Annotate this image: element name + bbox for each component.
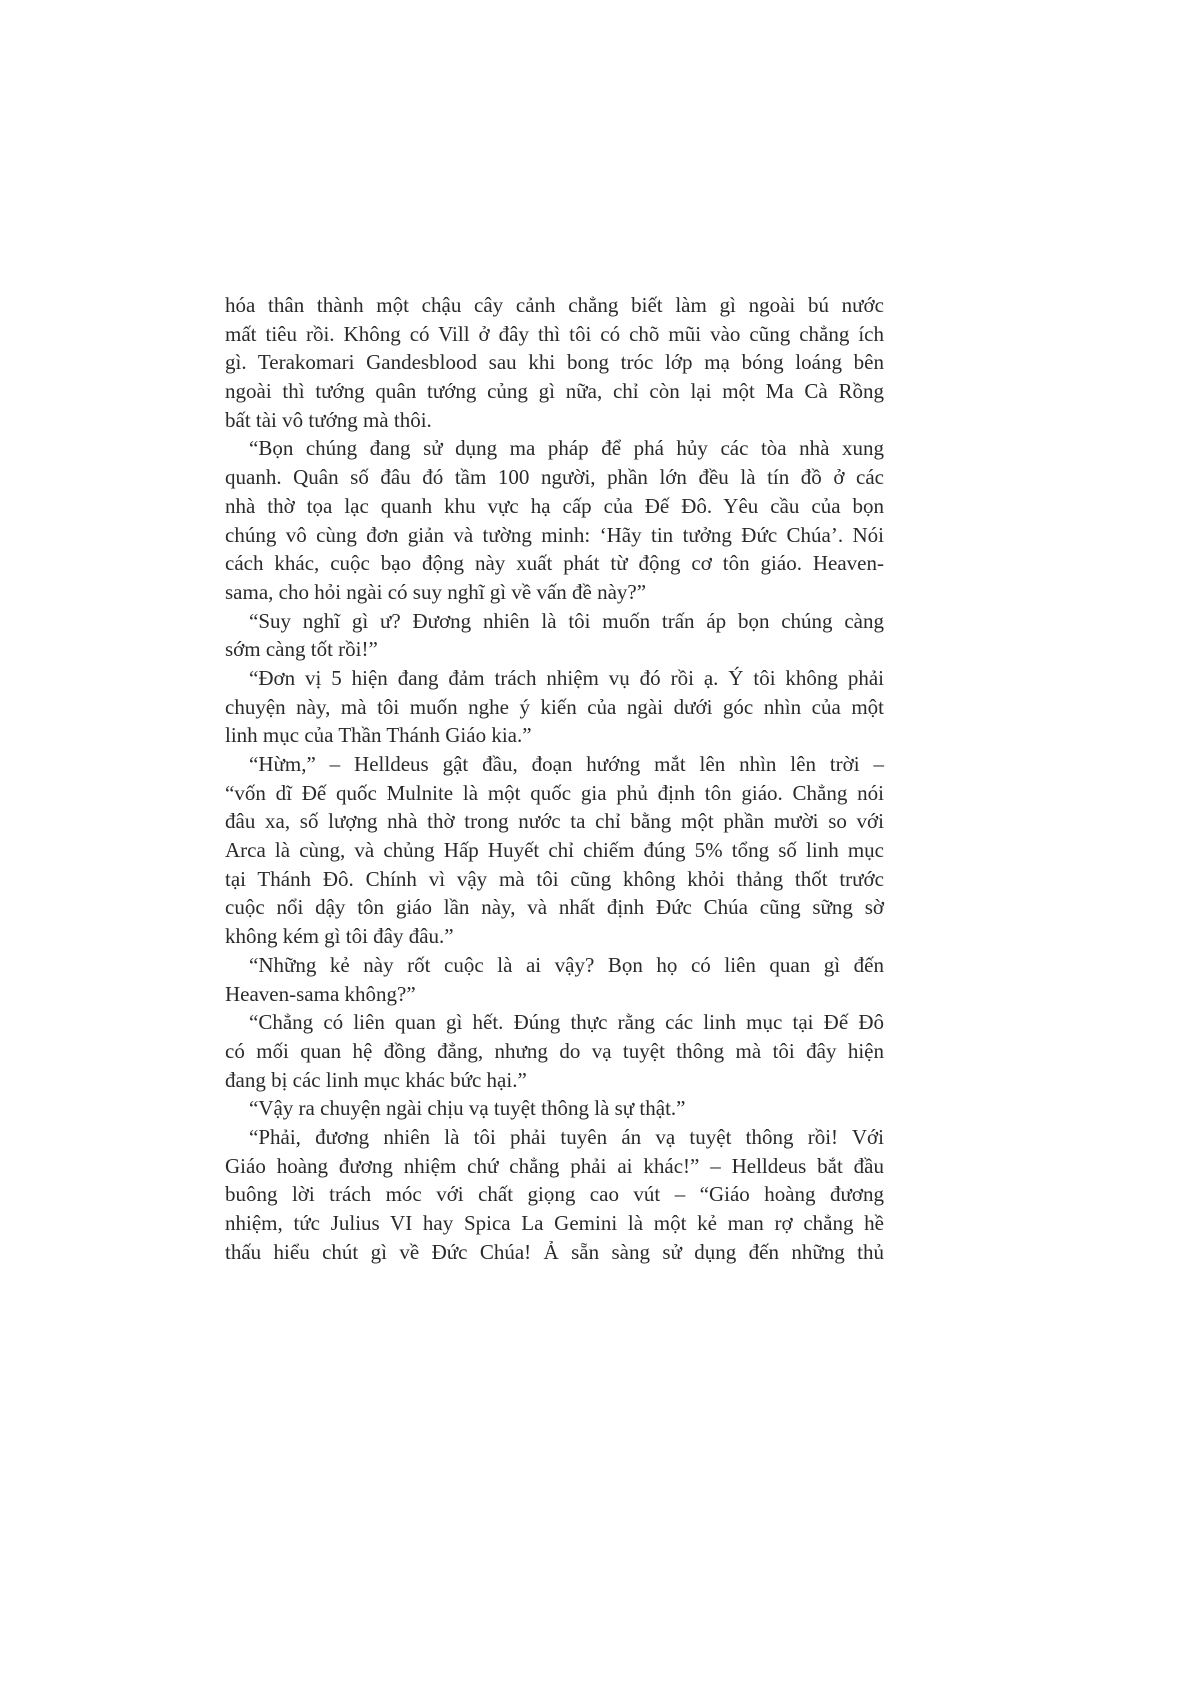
text-line: Arca là cùng, và chủng Hấp Huyết chỉ chiếm đúng 5% tổng số linh mục (225, 838, 884, 863)
text-line: “Suy nghĩ gì ư? Đương nhiên là tôi muốn trấn áp bọn chúng càng (249, 608, 884, 633)
book-page-text (225, 291, 884, 1266)
paragraph (225, 951, 884, 1008)
paragraph (225, 291, 884, 434)
text-line: cuộc nổi dậy tôn giáo lần này, và nhất định Đức Chúa cũng sững sờ (225, 895, 884, 920)
text-line: mất tiêu rồi. Không có Vill ở đây thì tôi có chõ mũi vào cũng chẳng ích (225, 321, 884, 346)
text-line: chuyện này, mà tôi muốn nghe ý kiến của ngài dưới góc nhìn của một (225, 694, 884, 719)
text-line: Giáo hoàng đương nhiệm chứ chẳng phải ai khác!” – Helldeus bắt đầu (225, 1153, 884, 1178)
paragraph (225, 607, 884, 664)
text-line: chúng vô cùng đơn giản và tường minh: ‘Hãy tin tưởng Đức Chúa’. Nói (225, 522, 884, 547)
text-line: thấu hiểu chút gì về Đức Chúa! Ả sẵn sàng sử dụng đến những thủ (225, 1239, 884, 1264)
text-line: không kém gì tôi đây đâu.” (225, 924, 454, 949)
text-line: “Phải, đương nhiên là tôi phải tuyên án vạ tuyệt thông rồi! Với (249, 1124, 884, 1149)
text-line: ngoài thì tướng quân tướng củng gì nữa, chỉ còn lại một Ma Cà Rồng (225, 379, 884, 404)
text-line: “Đơn vị 5 hiện đang đảm trách nhiệm vụ đó rồi ạ. Ý tôi không phải (249, 665, 884, 690)
text-line: “Vậy ra chuyện ngài chịu vạ tuyệt thông là sự thật.” (249, 1096, 686, 1121)
text-line: hóa thân thành một chậu cây cảnh chẳng biết làm gì ngoài bú nước (225, 293, 884, 317)
text-line: “Hừm,” – Helldeus gật đầu, đoạn hướng mắt lên nhìn lên trời – (249, 752, 884, 776)
text-line: bất tài vô tướng mà thôi. (225, 407, 432, 432)
paragraph (225, 1094, 884, 1123)
text-line: buông lời trách móc với chất giọng cao vút – “Giáo hoàng đương (225, 1182, 884, 1207)
text-line: nhà thờ tọa lạc quanh khu vực hạ cấp của Đế Đô. Yêu cầu của bọn (225, 493, 884, 518)
text-line: Heaven-sama không?” (225, 981, 416, 1006)
paragraph (225, 434, 884, 606)
text-line: “Bọn chúng đang sử dụng ma pháp để phá hủy các tòa nhà xung (249, 436, 884, 461)
text-line: “Chẳng có liên quan gì hết. Đúng thực rằng các linh mục tại Đế Đô (249, 1010, 884, 1035)
paragraph (225, 1008, 884, 1094)
text-line: đâu xa, số lượng nhà thờ trong nước ta chỉ bằng một phần mười so với (225, 809, 884, 834)
text-line: “vốn dĩ Đế quốc Mulnite là một quốc gia phủ định tôn giáo. Chẳng nói (225, 780, 884, 805)
text-line: tại Thánh Đô. Chính vì vậy mà tôi cũng không khỏi thảng thốt trước (225, 866, 884, 891)
text-line: nhiệm, tức Julius VI hay Spica La Gemini là một kẻ man rợ chẳng hề (225, 1211, 884, 1235)
text-line: “Những kẻ này rốt cuộc là ai vậy? Bọn họ có liên quan gì đến (249, 952, 884, 977)
paragraph (225, 750, 884, 951)
text-line: sớm càng tốt rồi!” (225, 637, 378, 662)
text-line: linh mục của Thần Thánh Giáo kia.” (225, 723, 532, 748)
paragraph (225, 1123, 884, 1266)
text-line: cách khác, cuộc bạo động này xuất phát từ động cơ tôn giáo. Heaven- (225, 551, 884, 576)
text-line: gì. Terakomari Gandesblood sau khi bong tróc lớp mạ bóng loáng bên (225, 350, 884, 375)
text-line: có mối quan hệ đồng đẳng, nhưng do vạ tuyệt thông mà tôi đây hiện (225, 1038, 884, 1063)
text-line: đang bị các linh mục khác bức hại.” (225, 1067, 527, 1092)
paragraph (225, 664, 884, 750)
text-line: quanh. Quân số đâu đó tầm 100 người, phần lớn đều là tín đồ ở các (225, 465, 884, 490)
text-line: sama, cho hỏi ngài có suy nghĩ gì về vấn đề này?” (225, 579, 647, 604)
